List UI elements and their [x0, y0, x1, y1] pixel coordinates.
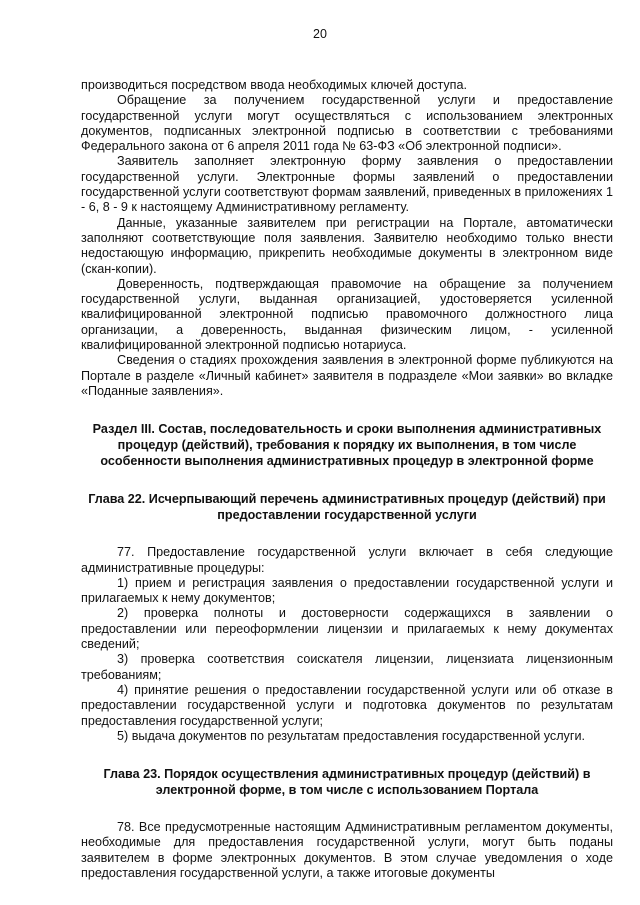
chapter-22-intro: 77. Предоставление государственной услуги включает в себя следующие административные процедуры:	[81, 545, 613, 575]
spacer	[81, 399, 613, 421]
document-body	[81, 78, 613, 881]
spacer	[81, 744, 613, 766]
paragraph-applicant-form: Заявитель заполняет электронную форму заявления о предоставлении государственной услуги. Электронные формы заявлений о предоставлении государственной услуги соответствуют формам заявлений, приведенных в приложениях 1 - 6, 8 - 9 к настоящему Административному регламенту.	[81, 154, 613, 215]
paragraph-status-info: Сведения о стадиях прохождения заявления в электронной форме публикуются на Портале в разделе «Личный кабинет» заявителя в подразделе «Мои заявки» во вкладке «Поданные заявления».	[81, 353, 613, 398]
section-heading: Раздел III. Состав, последовательность и сроки выполнения административных процедур (действий), требования к порядку их выполнения, в том числе особенности выполнения административных процедур в электронной форме	[92, 422, 602, 469]
paragraph-electronic-documents: Обращение за получением государственной услуги и предоставление государственной услуги могут осуществляться с использованием электронных документов, подписанных электронной подписью в соответствии с требованиями Федерального закона от 6 апреля 2011 года № 63-ФЗ «Об электронной подписи».	[81, 93, 613, 154]
chapter-23-heading: Глава 23. Порядок осуществления административных процедур (действий) в электронной форме, в том числе с использованием Портала	[103, 767, 591, 798]
paragraph-78: 78. Все предусмотренные настоящим Административным регламентом документы, необходимые для предоставления государственной услуги, могут быть поданы заявителем в форме электронных документов. В этом случае уведомления о ходе предоставления государственной услуги, а также итоговые документы	[81, 820, 613, 880]
list-item: 1) прием и регистрация заявления о предоставлении государственной услуги и прилагаемых к нему документов;	[81, 575, 613, 606]
spacer	[81, 798, 613, 820]
paragraph-portal-data: Данные, указанные заявителем при регистрации на Портале, автоматически заполняют соответствующие поля заявления. Заявителю необходимо только внести недостающую информацию, прикрепить необходимые документы в электронном виде (скан-копии).	[81, 215, 613, 276]
paragraph-power-of-attorney: Доверенность, подтверждающая правомочие на обращение за получением государственной услуги, выданная организацией, удостоверяется усиленной квалифицированной электронной подписью правомочного должностного лица организации, а доверенность, выданная физическим лицом, - усиленной квалифицированной электронной подписью нотариуса.	[81, 276, 613, 353]
page-number: 20	[313, 27, 327, 41]
paragraph-continuation: производиться посредством ввода необходимых ключей доступа.	[81, 78, 468, 92]
list-item: 4) принятие решения о предоставлении государственной услуги или об отказе в предоставлении государственной услуги и подготовка документов по результатам предоставления государственной услуги;	[81, 682, 613, 728]
spacer	[81, 469, 613, 491]
list-item: 2) проверка полноты и достоверности содержащихся в заявлении о предоставлении или переоформлении лицензии и прилагаемых к нему документах сведений;	[81, 606, 613, 652]
chapter-22-heading: Глава 22. Исчерпывающий перечень административных процедур (действий) при предоставлении государственной услуги	[88, 492, 606, 523]
list-item: 3) проверка соответствия соискателя лицензии, лицензиата лицензионным требованиям;	[81, 652, 613, 682]
list-item: 5) выдача документов по результатам предоставления государственной услуги.	[117, 728, 585, 743]
spacer	[81, 523, 613, 545]
